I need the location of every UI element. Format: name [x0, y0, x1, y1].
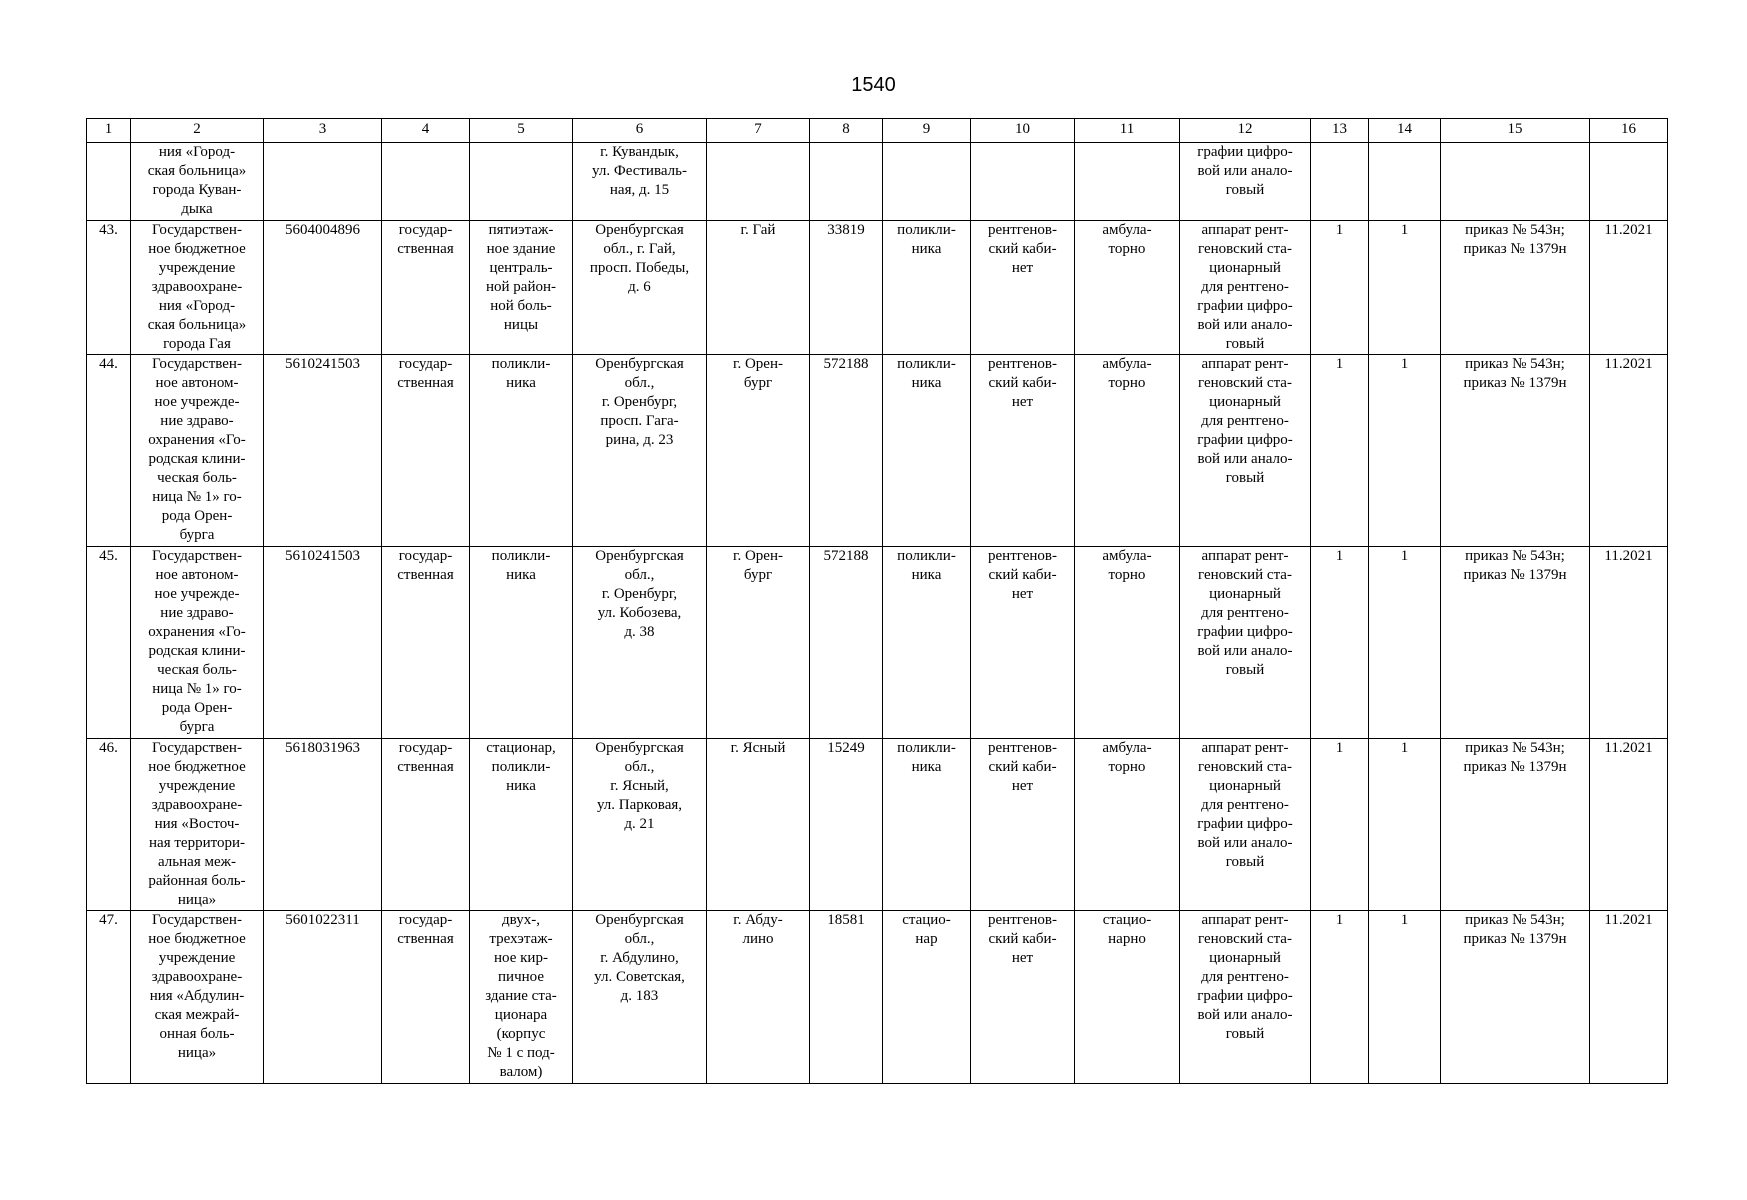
cell-col-11: амбула- торно: [1075, 547, 1180, 739]
column-header-16: 16: [1590, 119, 1668, 143]
cell-col-11: [1075, 143, 1180, 221]
cell-col-7: г. Абду- лино: [707, 911, 810, 1084]
column-header-9: 9: [883, 119, 971, 143]
column-header-11: 11: [1075, 119, 1180, 143]
cell-col-7: г. Ясный: [707, 739, 810, 911]
cell-col-2: Государствен- ное автоном- ное учрежде- ние здраво- охранения «Го- родская клини- ческая боль- ница № 1» го- рода Орен- бурга: [131, 547, 264, 739]
cell-col-12: аппарат рент- геновский ста- ционарный для рентгено- графии цифро- вой или анало- говый: [1180, 911, 1311, 1084]
cell-col-12: аппарат рент- геновский ста- ционарный для рентгено- графии цифро- вой или анало- говый: [1180, 221, 1311, 355]
table-row: [87, 911, 1668, 1084]
table-body: [87, 143, 1668, 1084]
cell-col-1: 47.: [87, 911, 131, 1084]
header-row: [87, 119, 1668, 143]
cell-col-13: 1: [1311, 355, 1369, 547]
cell-col-6: Оренбургская обл., г. Оренбург, просп. Гага- рина, д. 23: [573, 355, 707, 547]
cell-col-7: г. Гай: [707, 221, 810, 355]
table-row: [87, 221, 1668, 355]
cell-col-6: Оренбургская обл., г. Гай, просп. Победы, д. 6: [573, 221, 707, 355]
cell-col-4: государ- ственная: [382, 221, 470, 355]
cell-col-16: [1590, 143, 1668, 221]
cell-col-5: [470, 143, 573, 221]
cell-col-4: государ- ственная: [382, 911, 470, 1084]
cell-col-10: рентгенов- ский каби- нет: [971, 911, 1075, 1084]
cell-col-4: государ- ственная: [382, 547, 470, 739]
column-header-5: 5: [470, 119, 573, 143]
column-header-10: 10: [971, 119, 1075, 143]
column-header-15: 15: [1441, 119, 1590, 143]
cell-col-6: Оренбургская обл., г. Ясный, ул. Парковая, д. 21: [573, 739, 707, 911]
cell-col-9: поликли- ника: [883, 739, 971, 911]
cell-col-13: 1: [1311, 911, 1369, 1084]
table-row: [87, 355, 1668, 547]
cell-col-3: [264, 143, 382, 221]
cell-col-10: [971, 143, 1075, 221]
cell-col-10: рентгенов- ский каби- нет: [971, 221, 1075, 355]
column-header-13: 13: [1311, 119, 1369, 143]
table-header: [87, 119, 1668, 143]
column-header-4: 4: [382, 119, 470, 143]
cell-col-14: [1369, 143, 1441, 221]
cell-col-10: рентгенов- ский каби- нет: [971, 547, 1075, 739]
cell-col-14: 1: [1369, 911, 1441, 1084]
cell-col-15: приказ № 543н; приказ № 1379н: [1441, 739, 1590, 911]
cell-col-13: 1: [1311, 739, 1369, 911]
cell-col-1: 43.: [87, 221, 131, 355]
cell-col-4: государ- ственная: [382, 739, 470, 911]
cell-col-1: 45.: [87, 547, 131, 739]
cell-col-7: [707, 143, 810, 221]
column-header-8: 8: [810, 119, 883, 143]
cell-col-12: графии цифро- вой или анало- говый: [1180, 143, 1311, 221]
column-header-6: 6: [573, 119, 707, 143]
cell-col-9: поликли- ника: [883, 355, 971, 547]
cell-col-9: стацио- нар: [883, 911, 971, 1084]
cell-col-2: Государствен- ное бюджетное учреждение здравоохране- ния «Абдулин- ская межрай- онная боль- ница»: [131, 911, 264, 1084]
cell-col-15: [1441, 143, 1590, 221]
cell-col-1: [87, 143, 131, 221]
cell-col-6: Оренбургская обл., г. Оренбург, ул. Кобозева, д. 38: [573, 547, 707, 739]
cell-col-15: приказ № 543н; приказ № 1379н: [1441, 911, 1590, 1084]
column-header-1: 1: [87, 119, 131, 143]
cell-col-12: аппарат рент- геновский ста- ционарный для рентгено- графии цифро- вой или анало- говый: [1180, 739, 1311, 911]
cell-col-9: поликли- ника: [883, 221, 971, 355]
cell-col-8: 33819: [810, 221, 883, 355]
cell-col-7: г. Орен- бург: [707, 547, 810, 739]
table-row: [87, 143, 1668, 221]
cell-col-14: 1: [1369, 355, 1441, 547]
cell-col-3: 5610241503: [264, 355, 382, 547]
cell-col-8: 572188: [810, 547, 883, 739]
cell-col-11: амбула- торно: [1075, 739, 1180, 911]
column-header-3: 3: [264, 119, 382, 143]
cell-col-16: 11.2021: [1590, 547, 1668, 739]
cell-col-11: амбула- торно: [1075, 355, 1180, 547]
registry-table: [86, 118, 1668, 1084]
page-number: 1540: [851, 74, 896, 96]
cell-col-14: 1: [1369, 221, 1441, 355]
cell-col-12: аппарат рент- геновский ста- ционарный для рентгено- графии цифро- вой или анало- говый: [1180, 547, 1311, 739]
table-row: [87, 547, 1668, 739]
cell-col-3: 5618031963: [264, 739, 382, 911]
column-header-12: 12: [1180, 119, 1311, 143]
cell-col-8: 18581: [810, 911, 883, 1084]
cell-col-5: двух-, трехэтаж- ное кир- пичное здание ста- ционара (корпус № 1 с под- валом): [470, 911, 573, 1084]
cell-col-4: государ- ственная: [382, 355, 470, 547]
cell-col-15: приказ № 543н; приказ № 1379н: [1441, 221, 1590, 355]
cell-col-10: рентгенов- ский каби- нет: [971, 355, 1075, 547]
cell-col-16: 11.2021: [1590, 221, 1668, 355]
cell-col-7: г. Орен- бург: [707, 355, 810, 547]
cell-col-16: 11.2021: [1590, 739, 1668, 911]
column-header-14: 14: [1369, 119, 1441, 143]
cell-col-5: стационар, поликли- ника: [470, 739, 573, 911]
cell-col-8: 15249: [810, 739, 883, 911]
cell-col-16: 11.2021: [1590, 911, 1668, 1084]
cell-col-3: 5610241503: [264, 547, 382, 739]
cell-col-4: [382, 143, 470, 221]
cell-col-16: 11.2021: [1590, 355, 1668, 547]
cell-col-2: Государствен- ное автоном- ное учрежде- ние здраво- охранения «Го- родская клини- ческая боль- ница № 1» го- рода Орен- бурга: [131, 355, 264, 547]
cell-col-8: [810, 143, 883, 221]
cell-col-3: 5601022311: [264, 911, 382, 1084]
cell-col-13: [1311, 143, 1369, 221]
column-header-2: 2: [131, 119, 264, 143]
cell-col-12: аппарат рент- геновский ста- ционарный для рентгено- графии цифро- вой или анало- говый: [1180, 355, 1311, 547]
cell-col-9: [883, 143, 971, 221]
cell-col-6: Оренбургская обл., г. Абдулино, ул. Советская, д. 183: [573, 911, 707, 1084]
cell-col-11: амбула- торно: [1075, 221, 1180, 355]
cell-col-15: приказ № 543н; приказ № 1379н: [1441, 547, 1590, 739]
column-header-7: 7: [707, 119, 810, 143]
cell-col-5: пятиэтаж- ное здание централь- ной район- ной боль- ницы: [470, 221, 573, 355]
cell-col-5: поликли- ника: [470, 355, 573, 547]
cell-col-13: 1: [1311, 547, 1369, 739]
cell-col-5: поликли- ника: [470, 547, 573, 739]
cell-col-2: ния «Город- ская больница» города Куван- дыка: [131, 143, 264, 221]
cell-col-15: приказ № 543н; приказ № 1379н: [1441, 355, 1590, 547]
cell-col-2: Государствен- ное бюджетное учреждение здравоохране- ния «Восточ- ная территори- альная меж- районная боль- ница»: [131, 739, 264, 911]
cell-col-14: 1: [1369, 739, 1441, 911]
cell-col-11: стацио- нарно: [1075, 911, 1180, 1084]
cell-col-13: 1: [1311, 221, 1369, 355]
table-row: [87, 739, 1668, 911]
cell-col-2: Государствен- ное бюджетное учреждение здравоохране- ния «Город- ская больница» города Гая: [131, 221, 264, 355]
cell-col-6: г. Кувандык, ул. Фестиваль- ная, д. 15: [573, 143, 707, 221]
cell-col-14: 1: [1369, 547, 1441, 739]
cell-col-1: 44.: [87, 355, 131, 547]
cell-col-9: поликли- ника: [883, 547, 971, 739]
cell-col-10: рентгенов- ский каби- нет: [971, 739, 1075, 911]
cell-col-1: 46.: [87, 739, 131, 911]
cell-col-8: 572188: [810, 355, 883, 547]
cell-col-3: 5604004896: [264, 221, 382, 355]
